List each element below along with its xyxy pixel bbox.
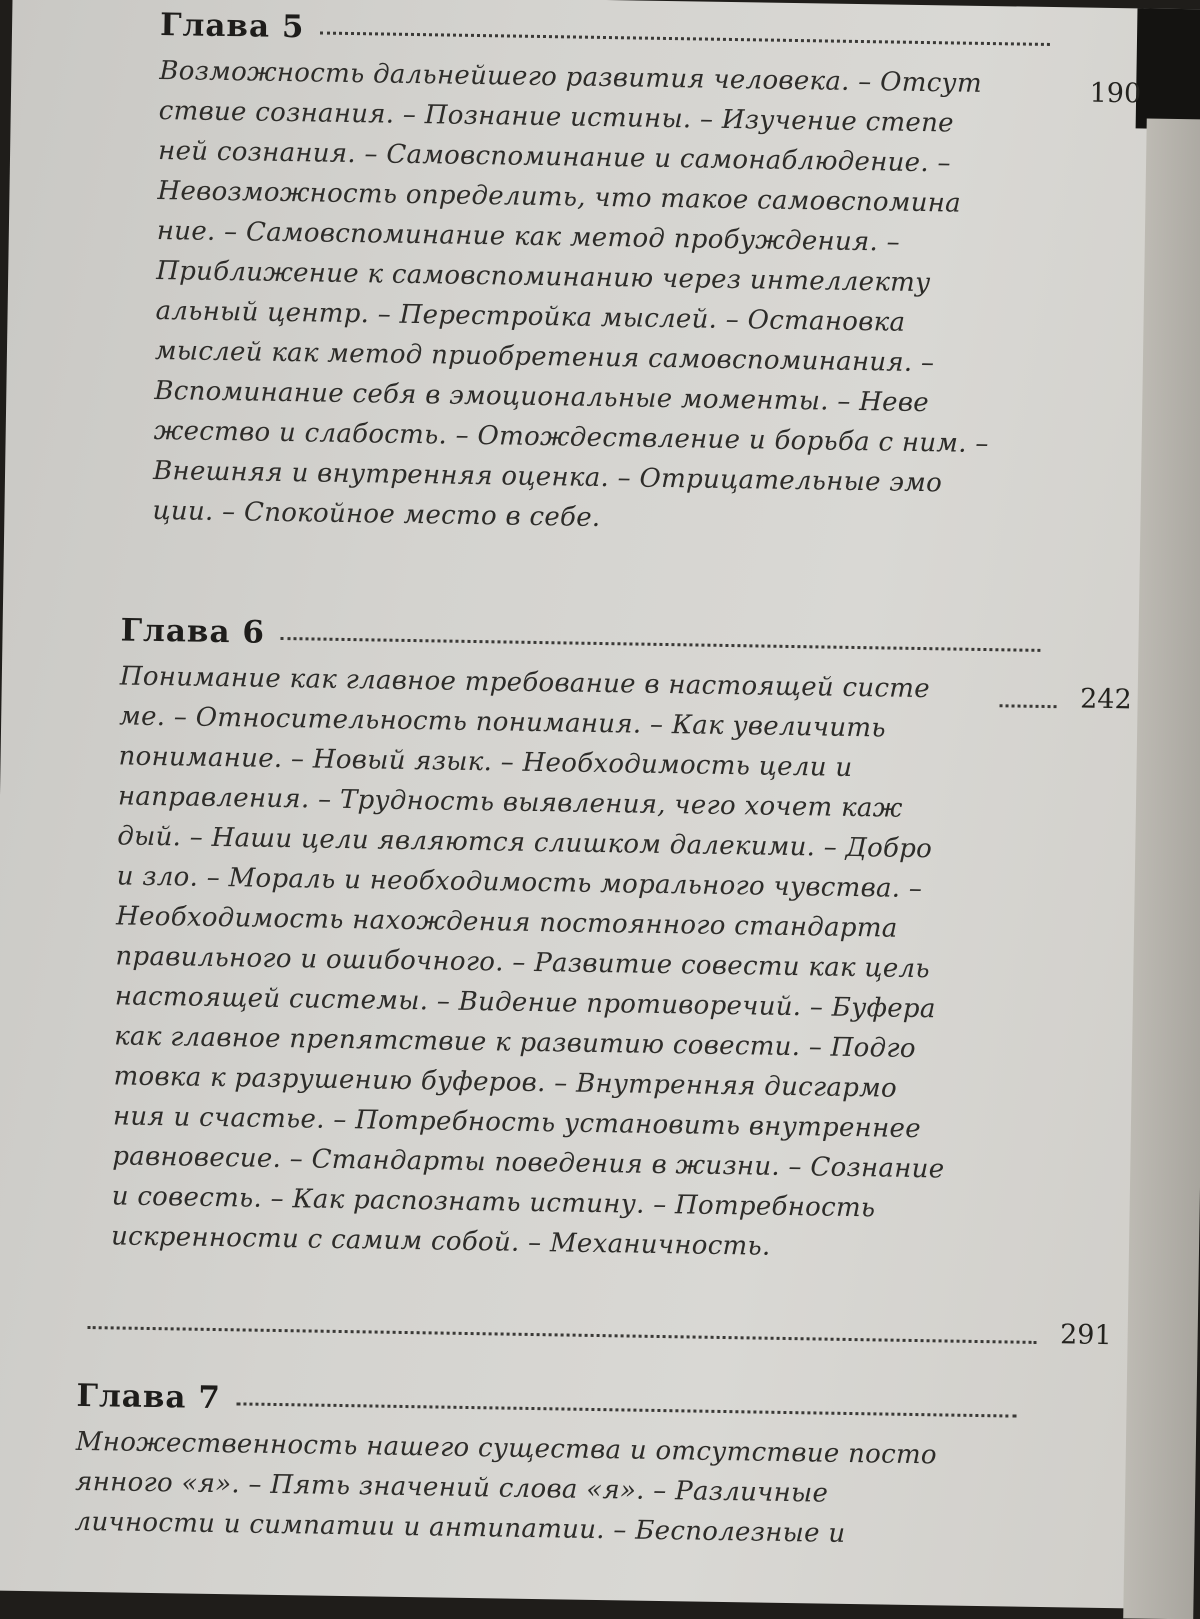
chapter-title: Глава 5 bbox=[159, 6, 305, 46]
chapter-summary bbox=[74, 1422, 1016, 1557]
page-number: 190 bbox=[1089, 77, 1142, 110]
chapter-heading-row bbox=[160, 7, 1120, 60]
summary-line: Возможность дальнейшего развития человека. – Отсут bbox=[159, 55, 983, 99]
page-number: 242 bbox=[1079, 683, 1132, 716]
dotted-leader bbox=[88, 1326, 1037, 1344]
summary-line: Вспоминание себя в эмоциональные моменты. – Неве bbox=[154, 375, 930, 419]
summary-line: искренности с самим собой. – Механичность. bbox=[110, 1221, 771, 1262]
summary-line: настоящей системы. – Видение противоречий. – Буфера bbox=[114, 981, 936, 1025]
summary-line: Понимание как главное требование в настоящей систе bbox=[119, 661, 931, 705]
summary-line: Приближение к самовспоминанию через интеллекту bbox=[156, 255, 931, 299]
summary-line: товка к разрушению буферов. – Внутренняя дисгармо bbox=[113, 1061, 898, 1104]
summary-line: Необходимость нахождения постоянного стандарта bbox=[115, 901, 898, 944]
summary-line: жество и слабость. – Отождествление и борьба с ним. – bbox=[153, 415, 989, 460]
summary-line: альный центр. – Перестройка мыслей. – Остановка bbox=[155, 295, 906, 338]
summary-line: ции. – Спокойное место в себе. bbox=[152, 495, 601, 533]
summary-line: мыслей как метод приобретения самовспоминания. – bbox=[154, 335, 935, 379]
dotted-leader bbox=[1000, 704, 1057, 708]
dotted-leader bbox=[280, 637, 1040, 652]
chapter-7 bbox=[74, 1378, 1086, 1558]
chapter-title: Глава 6 bbox=[120, 612, 266, 651]
summary-line: ме. – Относительность понимания. – Как увеличить bbox=[119, 701, 887, 744]
summary-line: Множественность нашего существа и отсутствие посто bbox=[75, 1426, 938, 1471]
summary-line: направления. – Трудность выявления, чего хочет каж bbox=[117, 781, 903, 824]
page-number-row bbox=[87, 1304, 1112, 1360]
page-number: 291 bbox=[1059, 1319, 1112, 1352]
summary-line: и зло. – Мораль и необходимость морального чувства. – bbox=[116, 861, 923, 905]
summary-line: правильного и ошибочного. – Развитие совести как цель bbox=[115, 941, 931, 985]
chapter-summary bbox=[152, 51, 1049, 545]
summary-line: личности и симпатии и антипатии. – Бесполезные и bbox=[74, 1506, 846, 1549]
summary-line: ней сознания. – Самовспоминание и самонаблюдение. – bbox=[157, 135, 952, 179]
background-corner bbox=[1136, 8, 1200, 129]
chapter-title: Глава 7 bbox=[76, 1377, 222, 1417]
summary-line: равновесие. – Стандарты поведения в жизни. – Сознание bbox=[112, 1141, 945, 1185]
page-edge bbox=[1123, 119, 1200, 1619]
summary-line: и совесть. – Как распознать истину. – Потребность bbox=[111, 1181, 876, 1224]
summary-line: ствие сознания. – Познание истины. – Изучение степе bbox=[158, 95, 955, 139]
dotted-leader bbox=[320, 32, 1050, 46]
summary-line: как главное препятствие к развитию совести. – Подго bbox=[113, 1021, 917, 1064]
summary-line: понимание. – Новый язык. – Необходимость цели и bbox=[118, 741, 853, 783]
dotted-leader bbox=[236, 1402, 1016, 1417]
summary-line: Внешняя и внутренняя оценка. – Отрицательные эмо bbox=[152, 455, 943, 499]
summary-line: ния и счастье. – Потребность установить внутреннее bbox=[112, 1101, 922, 1145]
summary-line: ние. – Самовспоминание как метод пробуждения. – bbox=[156, 215, 901, 258]
summary-line: янного «я». – Пять значений слова «я». – Различные bbox=[74, 1466, 829, 1509]
summary-line: дый. – Наши цели являются слишком далекими. – Добро bbox=[117, 821, 933, 865]
summary-line: Невозможность определить, что такое самовспомина bbox=[157, 175, 962, 219]
chapter-summary bbox=[111, 656, 1040, 1270]
